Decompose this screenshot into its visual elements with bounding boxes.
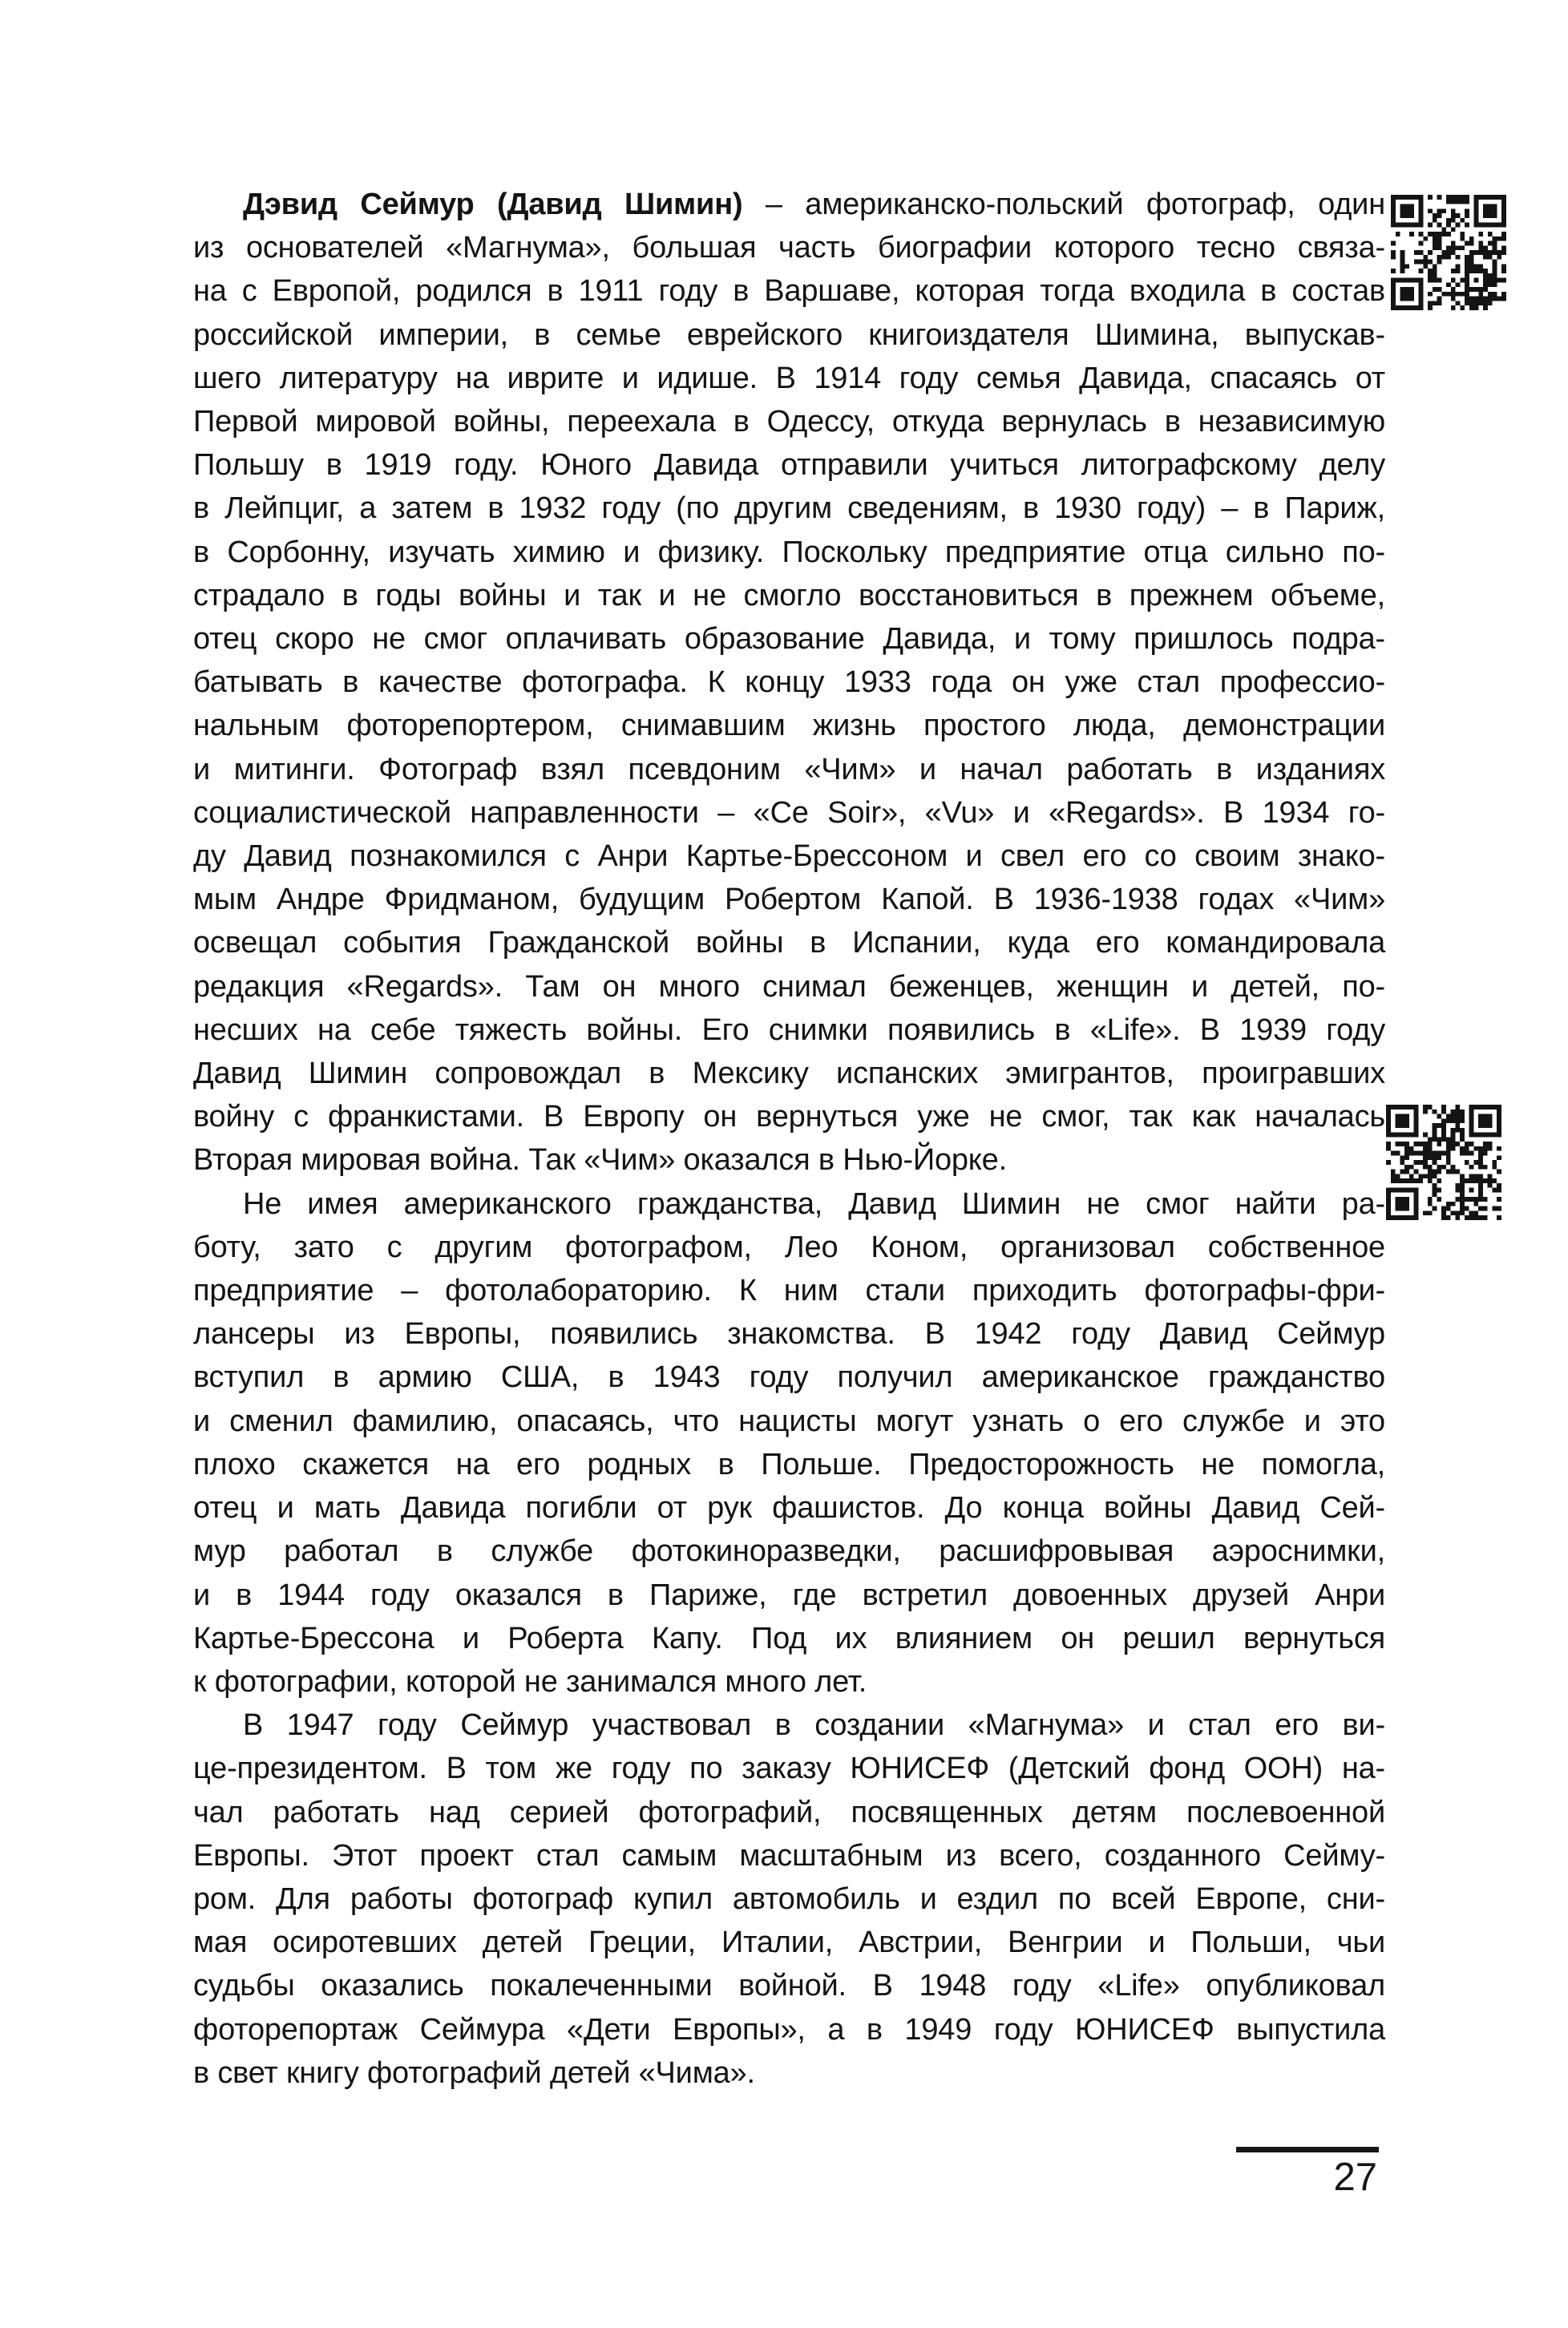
text-line: боту, зато с другим фотографом, Лео Коном, организовал собственное [193,1230,1385,1264]
text-line: Не имея американского гражданства, Давид Шимин не смог найти ра- [243,1186,1385,1221]
footer-rule [1236,2147,1379,2152]
text-line: и сменил фамилию, опасаясь, что нацисты могут узнать о его службе и это [193,1404,1385,1438]
text-line: фоторепортаж Сеймура «Дети Европы», а в 1949 году ЮНИСЕФ выпустила [193,2012,1385,2047]
text-line: нальным фоторепортером, снимавшим жизнь простого люда, демонстрации [193,709,1385,743]
text-line: плохо скажется на его родных в Польше. Предосторожность не помогла, [193,1447,1385,1481]
text-line: предприятие – фотолабораторию. К ним стали приходить фотографы-фри- [193,1274,1385,1308]
text-line: освещал события Гражданской войны в Испании, куда его командировала [193,926,1385,960]
text-line: судьбы оказались покалеченными войной. В 1948 году «Life» опубликовал [193,1969,1385,2003]
text-line: ду Давид познакомился с Анри Картье-Брессоном и свел его со своим знако- [193,839,1385,874]
text-line: редакция «Regards». Там он много снимал беженцев, женщин и детей, по- [193,969,1385,1004]
text-line: чал работать над серией фотографий, посвященных детям послевоенной [193,1795,1385,1829]
article-text [193,183,1385,2095]
text-line: ром. Для работы фотограф купил автомобиль и ездил по всей Европе, сни- [193,1881,1385,1916]
qr-code-top-icon [1391,195,1506,310]
text-line: це-президентом. В том же году по заказу ЮНИСЕФ (Детский фонд ООН) на- [193,1752,1385,1786]
text-line: Вторая мировая война. Так «Чим» оказался в Нью-Йорке. [193,1143,1007,1178]
text-line: к фотографии, которой не занимался много лет. [193,1664,867,1699]
text-line: Давид Шимин сопровождал в Мексику испанских эмигрантов, проигравших [193,1057,1385,1091]
text-line: шего литературу на иврите и идише. В 1914 году семья Давида, спасаясь от [193,361,1385,395]
text-line [193,183,1385,226]
text-line: отец скоро не смог оплачивать образование Давида, и тому пришлось подра- [193,622,1385,657]
paragraph-biography [193,183,1385,1182]
text-line: батывать в качестве фотографа. К концу 1933 года он уже стал профессио- [193,665,1385,700]
text-line: и митинги. Фотограф взял псевдоним «Чим» и начал работать в изданиях [193,752,1385,786]
paragraph-magnum-unicef [193,1704,1385,2095]
text-line: социалистической направленности – «Ce Soir», «Vu» и «Regards». В 1934 го- [193,795,1385,830]
text-line: мым Андре Фридманом, будущим Робертом Капой. В 1936-1938 годах «Чим» [193,883,1385,917]
text-line: в Лейпциг, а затем в 1932 году (по другим сведениям, в 1930 году) – в Париж, [193,491,1385,526]
text-line: и в 1944 году оказался в Париже, где встретил довоенных друзей Анри [193,1578,1385,1612]
text-line: в свет книгу фотографий детей «Чима». [193,2055,755,2090]
text-line: мая осиротевших детей Греции, Италии, Австрии, Венгрии и Польши, чьи [193,1926,1385,1960]
text-line: отец и мать Давида погибли от рук фашистов. До конца войны Давид Сей- [193,1491,1385,1526]
text-line: Картье-Брессона и Роберта Капу. Под их влиянием он решил вернуться [193,1621,1385,1655]
text-line: Польшу в 1919 году. Юного Давида отправили учиться литографскому делу [193,448,1385,483]
lead-text: – американско-польский фотограф, один [742,188,1385,221]
text-line: в Сорбонну, изучать химию и физику. Поскольку предприятие отца сильно по- [193,535,1385,569]
text-line: из основателей «Магнума», большая часть биографии которого тесно связа- [193,231,1385,265]
text-line: вступил в армию США, в 1943 году получил американское гражданство [193,1360,1385,1395]
qr-code-middle-icon [1386,1105,1501,1220]
text-line: на с Европой, родился в 1911 году в Варшаве, которая тогда входила в состав [193,274,1385,309]
paragraph-new-york-years [193,1182,1385,1704]
text-line: Европы. Этот проект стал самым масштабным из всего, созданного Сейму- [193,1838,1385,1873]
text-line: страдало в годы войны и так и не смогло восстановиться в прежнем объеме, [193,578,1385,612]
text-line: войну с франкистами. В Европу он вернуться уже не смог, так как началась [193,1100,1385,1134]
text-line: лансеры из Европы, появились знакомства. В 1942 году Давид Сеймур [193,1317,1385,1352]
page-number: 27 [1333,2156,1377,2199]
text-line: Первой мировой войны, переехала в Одессу, откуда вернулась в независимую [193,405,1385,439]
text-line: несших на себе тяжесть войны. Его снимки появились в «Life». В 1939 году [193,1012,1385,1047]
text-line: российской империи, в семье еврейского книгоиздателя Шимина, выпускав- [193,317,1385,352]
text-line: В 1947 году Сеймур участвовал в создании «Магнума» и стал его ви- [243,1708,1385,1743]
person-name-heading: Дэвид Сеймур (Давид Шимин) [243,188,743,221]
text-line: мур работал в службе фотокиноразведки, расшифровывая аэроснимки, [193,1534,1385,1569]
